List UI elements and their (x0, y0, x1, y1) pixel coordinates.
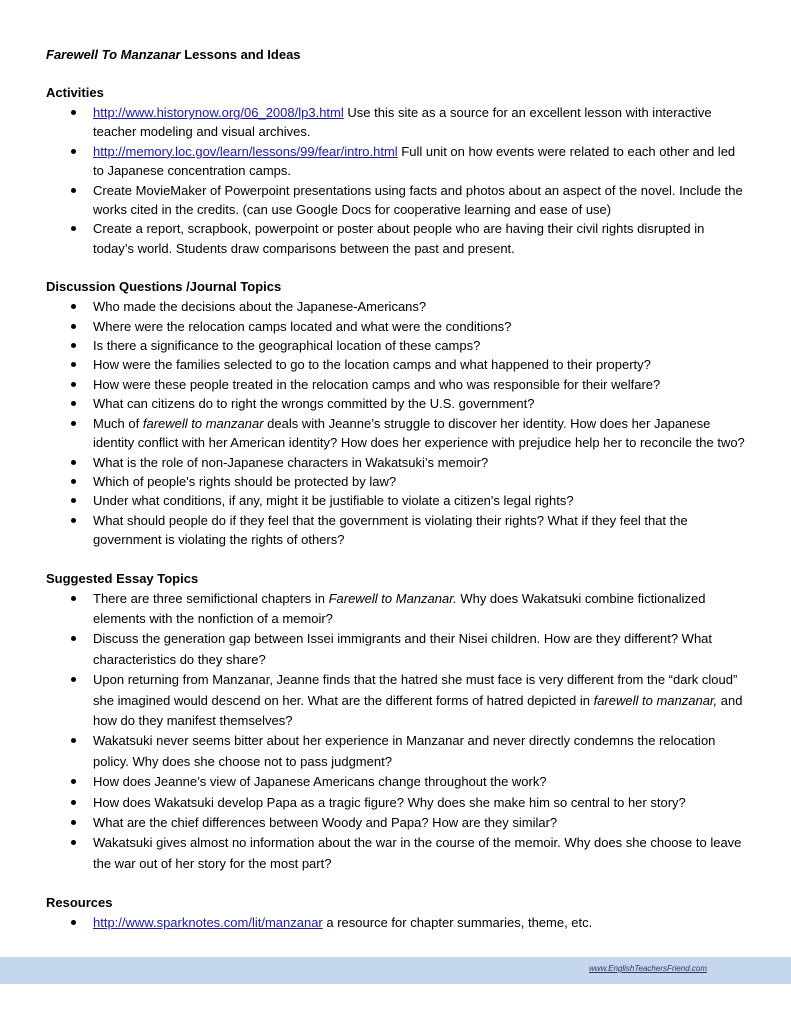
essay-item (46, 670, 746, 731)
essay-list (46, 589, 746, 875)
discussion-text: Much of (93, 415, 143, 431)
footer-bar (0, 957, 791, 984)
discussion-item: Under what conditions, if any, might it be justifiable to violate a citizen's legal rights? (46, 491, 746, 510)
resource-item (46, 913, 746, 932)
activity-item (46, 142, 746, 181)
essay-heading: Suggested Essay Topics (46, 570, 199, 586)
essay-item: Discuss the generation gap between Issei immigrants and their Nisei children. How are they different? What characteristics do they share? (46, 629, 746, 670)
activity-link[interactable]: http://memory.loc.gov/learn/lessons/99/fear/intro.html (93, 143, 398, 159)
book-title: farewell to manzanar, (593, 692, 718, 708)
activities-list (46, 103, 746, 258)
essay-item: Wakatsuki never seems bitter about her experience in Manzanar and never directly condemns the relocation policy. Why does she choose not to pass judgment? (46, 731, 746, 772)
essay-text: and how do they manifest themselves? (93, 692, 743, 728)
activities-section (46, 84, 746, 258)
resources-section (46, 894, 746, 932)
discussion-section (46, 278, 746, 549)
discussion-text: deals with Jeanne’s struggle to discover her identity. How does her Japanese identity conflict with her American identity? How does her experience with prejudice help her to reconcile the two? (93, 415, 745, 451)
discussion-item: What is the role of non-Japanese characters in Wakatsuki’s memoir? (46, 453, 746, 472)
resource-link[interactable]: http://www.sparknotes.com/lit/manzanar (93, 915, 323, 931)
essay-text: There are three semifictional chapters in (93, 590, 329, 606)
discussion-item: Who made the decisions about the Japanese-Americans? (46, 297, 746, 316)
footer-website-link[interactable]: www.EnglishTeachersFriend.com (589, 964, 707, 973)
activities-heading: Activities (46, 85, 104, 100)
book-title: farewell to manzanar (142, 415, 264, 431)
discussion-item: What can citizens do to right the wrongs committed by the U.S. government? (46, 394, 746, 413)
essay-item: How does Wakatsuki develop Papa as a tragic figure? Why does she make him so central to her story? (46, 793, 746, 813)
document-page (46, 46, 746, 933)
essay-item (46, 589, 746, 630)
activity-link[interactable]: http://www.historynow.org/06_2008/lp3.html (93, 105, 344, 120)
discussion-item: How were the families selected to go to the location camps and what happened to their property? (46, 355, 746, 374)
activity-text: Full unit on how events were related to each other and led to Japanese concentration camps. (93, 143, 736, 179)
discussion-item: Where were the relocation camps located and what were the conditions? (46, 317, 746, 336)
discussion-heading: Discussion Questions /Journal Topics (46, 279, 282, 295)
activity-text: Create MovieMaker of Powerpoint presentations using facts and photos about an aspect of the novel. Include the works cited in the credits. (can use Google Docs for cooperative learning and ease of use) (93, 182, 743, 218)
title-rest: Lessons and Ideas (180, 47, 301, 62)
discussion-item: How were these people treated in the relocation camps and who was responsible for their welfare? (46, 375, 746, 394)
activity-item (46, 181, 746, 220)
essay-section (46, 570, 746, 875)
discussion-item: Which of people's rights should be protected by law? (46, 472, 746, 491)
book-title: Farewell to Manzanar. (328, 590, 457, 606)
activity-item (46, 219, 746, 258)
resources-heading: Resources (46, 895, 113, 911)
resources-list (46, 913, 746, 932)
resource-text: a resource for chapter summaries, theme, etc. (322, 915, 593, 931)
essay-text: Why does Wakatsuki combine fictionalized elements with the nonfiction of a memoir? (93, 590, 706, 626)
activity-text: Create a report, scrapbook, powerpoint or poster about people who are having their civil rights disrupted in today’s world. Students draw comparisons between the past and present. (93, 221, 705, 256)
activity-text: Use this site as a source for an excellent lesson with interactive teacher modeling and visual archives. (93, 105, 712, 140)
essay-item: How does Jeanne’s view of Japanese Americans change throughout the work? (46, 772, 746, 792)
essay-item: What are the chief differences between Woody and Papa? How are they similar? (46, 813, 746, 833)
activity-item (46, 103, 746, 142)
page-title (46, 46, 746, 64)
discussion-item: Is there a significance to the geographical location of these camps? (46, 336, 746, 355)
title-italic: Farewell To Manzanar (46, 47, 181, 62)
essay-item: Wakatsuki gives almost no information about the war in the course of the memoir. Why does she choose to leave the war out of her story for the most part? (46, 833, 746, 874)
discussion-item: What should people do if they feel that the government is violating their rights? What if they feel that the government is violating the rights of others? (46, 511, 746, 550)
essay-text: Upon returning from Manzanar, Jeanne finds that the hatred she must face is very different from the “dark cloud” she imagined would descend on her. What are the different forms of hatred depicted in (93, 672, 738, 708)
discussion-list (46, 297, 746, 549)
discussion-item (46, 414, 746, 453)
